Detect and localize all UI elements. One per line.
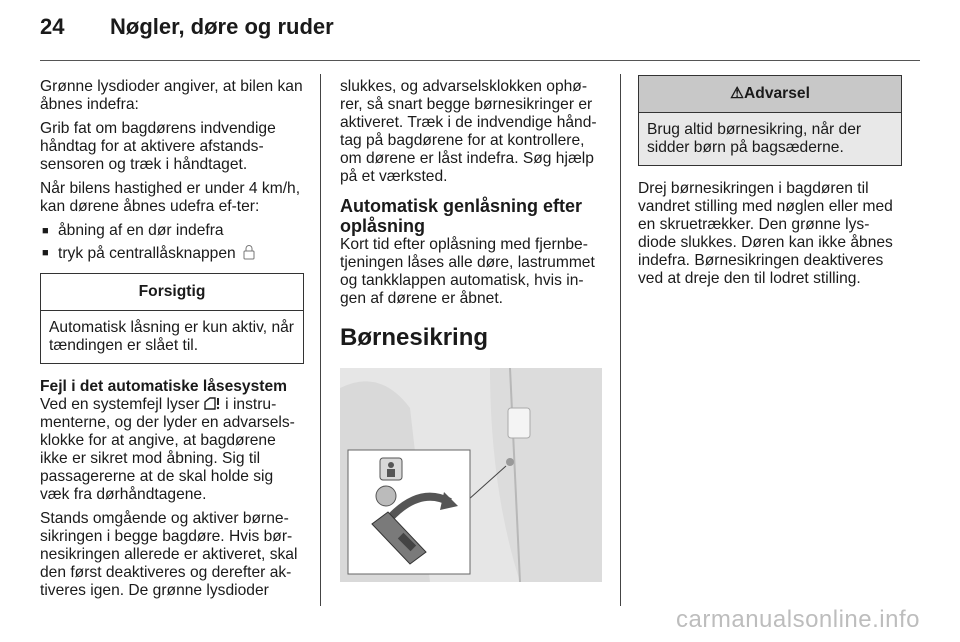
paragraph-relock: Kort tid efter oplåsning med fjernbe-tjeningen låses alle døre, lastrummet og tankklappen automatisk, hvis in-gen af dørene er åbnet. bbox=[340, 236, 595, 307]
watermark: carmanualsonline.info bbox=[676, 606, 920, 633]
warning-box-title: ⚠Advarsel bbox=[639, 76, 901, 113]
lock-button-icon bbox=[243, 244, 255, 260]
column-divider-2 bbox=[620, 74, 621, 606]
paragraph-continued: slukkes, og advarselsklokken ophø-rer, så snart begge børnesikringer er aktiveret. Træk i de indvendige hånd-tag på bagdørene for at kontrollere, om dørene er låst indefra. Søg hjælp på et værksted. bbox=[340, 78, 597, 185]
column-3 bbox=[638, 75, 902, 294]
paragraph-speed: Når bilens hastighed er under 4 km/h, kan dørene åbnes udefra ef-ter: bbox=[40, 180, 301, 215]
warning-box-body: Brug altid børnesikring, når der sidder børn på bagsæderne. bbox=[639, 113, 901, 165]
warning-box bbox=[638, 75, 902, 166]
page-number: 24 bbox=[40, 14, 65, 39]
bullet-text: åbning af en dør indefra bbox=[58, 222, 224, 239]
door-warning-icon bbox=[204, 397, 221, 410]
relock-heading: Automatisk genlåsning efter oplåsning bbox=[340, 196, 583, 236]
page-title: Nøgler, døre og ruder bbox=[110, 14, 334, 39]
bullet-item bbox=[40, 222, 304, 240]
page-header bbox=[40, 14, 334, 44]
column-divider-1 bbox=[320, 74, 321, 606]
child-lock-icon bbox=[380, 458, 402, 480]
bullet-item bbox=[40, 244, 304, 263]
paragraph-grip-handle: Grib fat om bagdørens indvendige håndtag for at aktivere afstands-sensoren og træk i håndtaget. bbox=[40, 120, 276, 173]
paragraph-green-leds: Grønne lysdioder angiver, at bilen kan åbnes indefra: bbox=[40, 78, 303, 113]
header-rule bbox=[40, 60, 920, 61]
bullet-marker: ■ bbox=[42, 247, 49, 259]
paragraph-turn-lock: Drej børnesikringen i bagdøren til vandret stilling med nøglen eller med en skruetrækker. Den grønne lys-diode slukkes. Døren kan ikke åbnes indefra. Børnesikringen deaktiveres ved at dreje den til lodret stilling. bbox=[638, 180, 893, 287]
warning-triangle-icon: ⚠ bbox=[730, 85, 745, 102]
childlock-heading: Børnesikring bbox=[340, 324, 489, 351]
bullet-marker: ■ bbox=[42, 225, 49, 237]
childlock-illustration bbox=[340, 368, 602, 582]
bullet-text: tryk på centrallåsknappen bbox=[58, 245, 236, 262]
column-2 bbox=[340, 78, 602, 582]
paragraph-stop: Stands omgående og aktiver børne-sikringen i begge bagdøre. Hvis bør-nesikringen allerede er aktiveret, skal den først deaktiveres og derefter ak-tiveres igen. De grønne lysdioder bbox=[40, 510, 298, 599]
caution-box-body: Automatisk låsning er kun aktiv, når tændingen er slået til. bbox=[41, 311, 303, 363]
column-1 bbox=[40, 78, 304, 606]
fault-heading: Fejl i det automatiske låsesystem bbox=[40, 378, 288, 395]
caution-box-title: Forsigtig bbox=[41, 274, 303, 311]
caution-box bbox=[40, 273, 304, 364]
paragraph-fault: Ved en systemfejl lyser i instru-menterne, og der lyder en advarsels-klokke for at angive, at bagdørene ikke er sikret mod åbning. Sig til passagererne at de skal holde sig væk fra dørhåndtagene. bbox=[40, 396, 295, 503]
